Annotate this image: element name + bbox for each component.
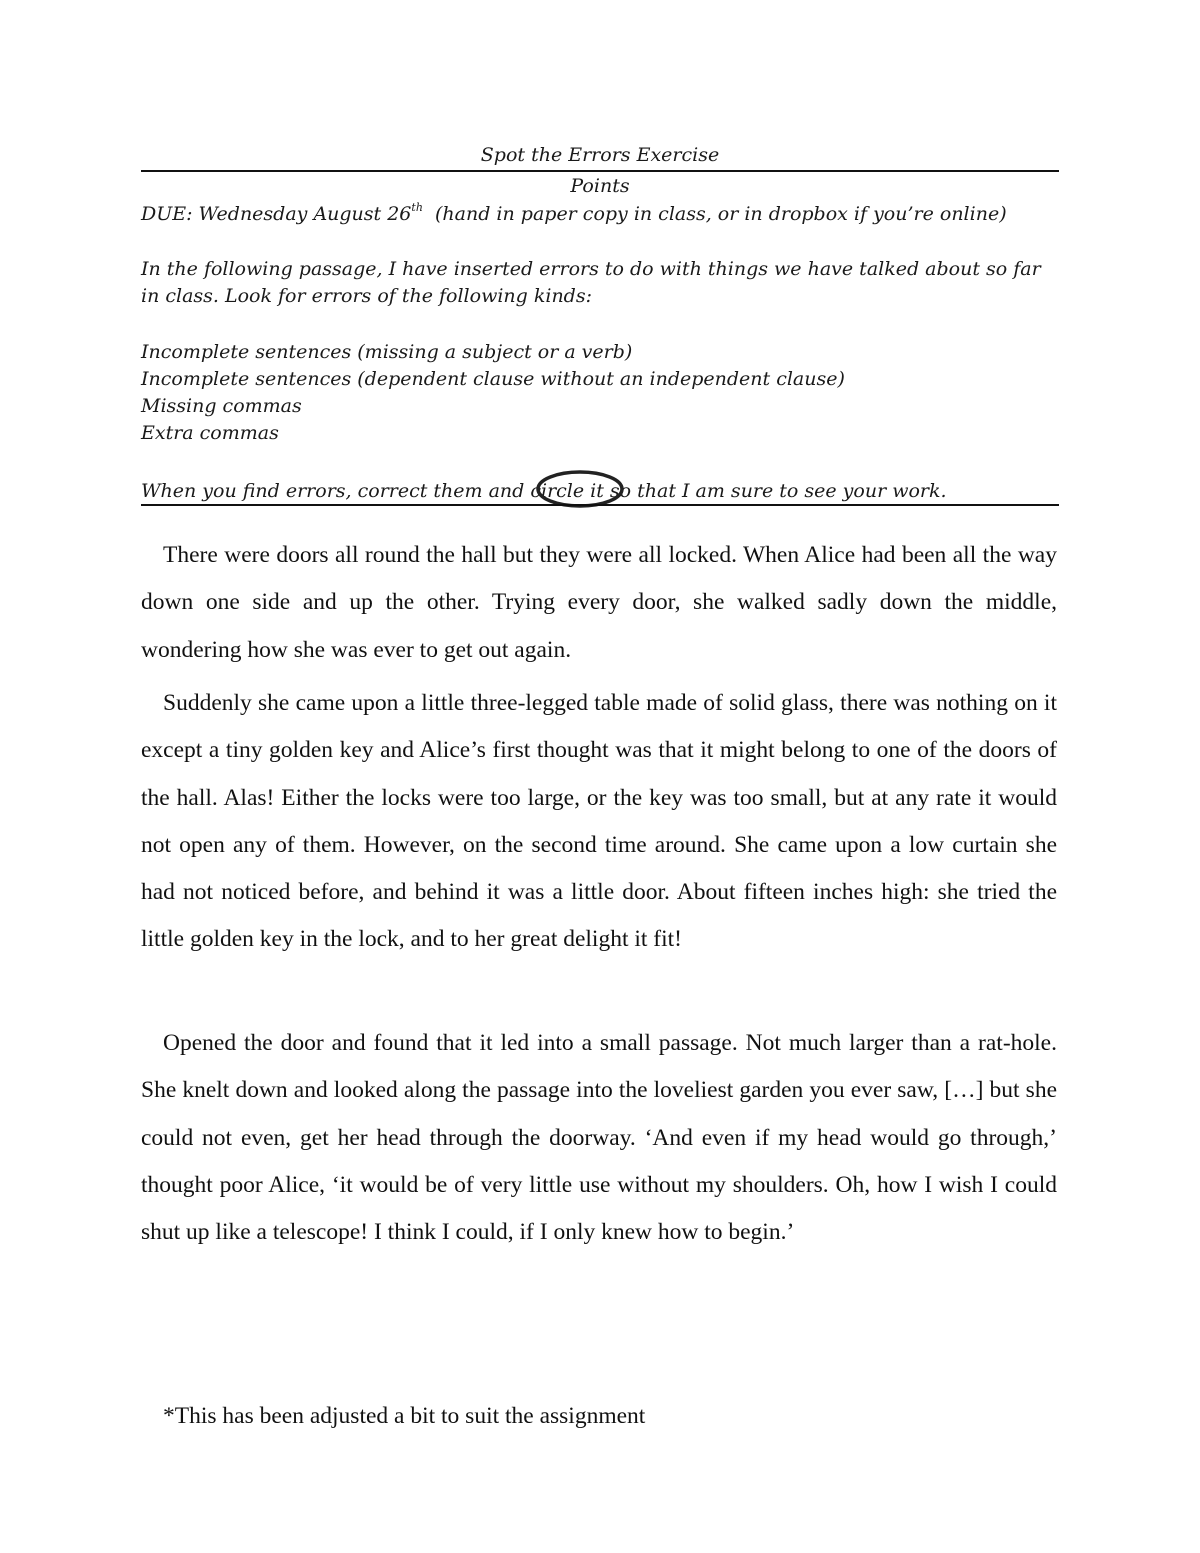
header-rule-bottom [141, 504, 1059, 506]
points-label: Points [570, 175, 630, 197]
due-date-text: DUE: Wednesday August 26 [141, 203, 412, 225]
error-kind-item: Missing commas [141, 395, 302, 417]
instructions-intro: In the following passage, I have inserted errors to do with things we have talked about so far in class. Look for errors of the following kinds: [141, 258, 1041, 307]
passage-paragraph: Opened the door and found that it led into a small passage. Not much larger than a rat-hole. She knelt down and looked along the passage into the loveliest garden you ever saw, […] but she could not even, get her head through the doorway. ‘And even if my head would go through,’ thought poor Alice, ‘it would be of very little use without my shoulders. Oh, how I wish I could shut up like a telescope! I think I could, if I only knew how to begin.’ [141, 1030, 1057, 1246]
error-kind-item: Incomplete sentences (missing a subject or a verb) [141, 341, 633, 363]
error-kind-item: Extra commas [141, 422, 279, 444]
page-title: Spot the Errors Exercise [480, 144, 720, 166]
error-kind-item: Incomplete sentences (dependent clause without an independent clause) [141, 368, 845, 390]
passage-paragraph: There were doors all round the hall but they were all locked. When Alice had been all the way down one side and up the other. Trying every door, she walked sadly down the middle, wondering how she was ever to get out again. [141, 542, 1057, 663]
error-kinds-list [141, 339, 1059, 447]
due-date-note: (hand in paper copy in class, or in dropbox if you’re online) [435, 203, 1007, 225]
passage-paragraph: Suddenly she came upon a little three-legged table made of solid glass, there was nothing on it except a tiny golden key and Alice’s first thought was that it might belong to one of the doors of the hall. Alas! Either the locks were too large, or the key was too small, but at any rate it would not open any of them. However, on the second time around. She came upon a low curtain she had not noticed before, and behind it was a little door. About fifteen inches high: she tried the little golden key in the lock, and to her great delight it fit! [141, 690, 1057, 953]
instructions-final-line: When you find errors, correct them and circle it so that I am sure to see your work. [141, 480, 947, 502]
header-rule-top [141, 170, 1059, 172]
footnote: *This has been adjusted a bit to suit the assignment [163, 1403, 646, 1429]
due-date-ordinal: th [411, 200, 423, 214]
due-date-line [141, 201, 1059, 228]
